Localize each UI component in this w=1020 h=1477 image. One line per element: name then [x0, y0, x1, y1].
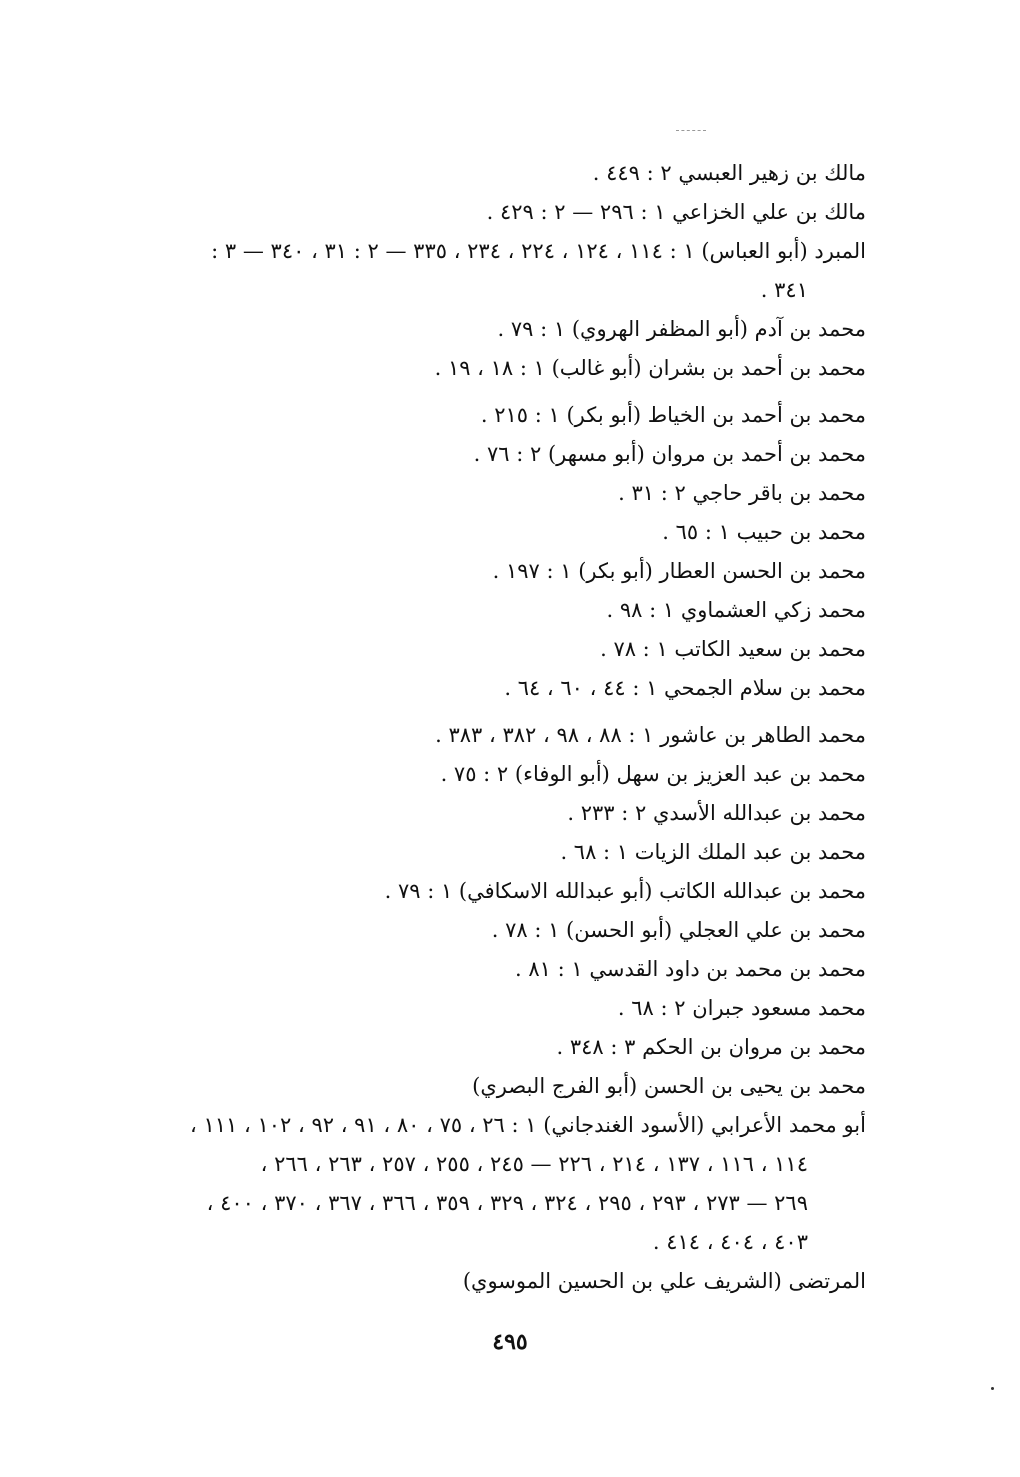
entry-line: محمد بن أحمد بن بشران (أبو غالب) ١ : ١٨ ، ١٩ . — [434, 356, 866, 380]
index-entry — [106, 794, 866, 833]
top-mark — [676, 130, 706, 133]
entry-line: محمد بن عبد العزيز بن سهل (أبو الوفاء) ٢ : ٧٥ . — [440, 762, 866, 786]
index-entry — [106, 474, 866, 513]
index-entry — [106, 716, 866, 755]
entry-line: المرتضى (الشريف علي بن الحسين الموسوي) — [462, 1269, 866, 1293]
entry-line: محمد بن علي العجلي (أبو الحسن) ١ : ٧٨ . — [491, 918, 866, 942]
index-entry — [106, 833, 866, 872]
index-entry — [106, 755, 866, 794]
index-entry — [106, 349, 866, 388]
entry-line: مالك بن علي الخزاعي ١ : ٢٩٦ — ٢ : ٤٢٩ . — [486, 200, 866, 224]
entry-line: محمد بن محمد بن داود القدسي ١ : ٨١ . — [515, 957, 866, 981]
entry-line: محمد بن يحيى بن الحسن (أبو الفرج البصري) — [472, 1074, 866, 1098]
page-number: ٤٩٥ — [492, 1329, 528, 1355]
entry-line: محمد بن آدم (أبو المظفر الهروي) ١ : ٧٩ . — [497, 317, 866, 341]
entry-line: محمد بن عبدالله الأسدي ٢ : ٢٣٣ . — [567, 801, 866, 825]
index-entry — [106, 193, 866, 232]
index-entry — [106, 872, 866, 911]
entry-line: محمد بن عبدالله الكاتب (أبو عبدالله الاسكافي) ١ : ٧٩ . — [384, 879, 866, 903]
entry-continuation-line: ١١٤ ، ١١٦ ، ١٣٧ ، ٢١٤ ، ٢٢٦ — ٢٤٥ ، ٢٥٥ ، ٢٥٧ ، ٢٦٣ ، ٢٦٦ ، — [260, 1152, 808, 1176]
entry-line: مالك بن زهير العبسي ٢ : ٤٤٩ . — [592, 161, 866, 185]
entry-line: محمد بن حبيب ١ : ٦٥ . — [662, 520, 866, 544]
entry-line: محمد بن أحمد بن مروان (أبو مسهر) ٢ : ٧٦ . — [473, 442, 866, 466]
entry-line: محمد بن باقر حاجي ٢ : ٣١ . — [618, 481, 866, 505]
index-entry — [106, 513, 866, 552]
index-entry — [106, 669, 866, 708]
entry-line: محمد بن سلام الجمحي ١ : ٤٤ ، ٦٠ ، ٦٤ . — [504, 676, 866, 700]
entry-line: محمد بن أحمد بن الخياط (أبو بكر) ١ : ٢١٥ . — [480, 403, 866, 427]
entry-line: المبرد (أبو العباس) ١ : ١١٤ ، ١٢٤ ، ٢٢٤ ، ٢٣٤ ، ٣٣٥ — ٢ : ٣١ ، ٣٤٠ — ٣ : — [211, 239, 866, 263]
entry-continuation-line: ٤٠٣ ، ٤٠٤ ، ٤١٤ . — [652, 1230, 808, 1254]
index-entries — [106, 154, 866, 1301]
index-entry — [106, 552, 866, 591]
index-entry — [106, 396, 866, 435]
entry-continuation-line: ٢٦٩ — ٢٧٣ ، ٢٩٣ ، ٢٩٥ ، ٣٢٤ ، ٣٢٩ ، ٣٥٩ ، ٣٦٦ ، ٣٦٧ ، ٣٧٠ ، ٤٠٠ ، — [206, 1191, 808, 1215]
index-entry — [106, 1028, 866, 1067]
entry-line: محمد زكي العشماوي ١ : ٩٨ . — [606, 598, 866, 622]
index-entry — [106, 989, 866, 1028]
index-entry — [106, 950, 866, 989]
index-entry — [106, 1106, 866, 1262]
index-entry — [106, 1067, 866, 1106]
entry-line: محمد الطاهر بن عاشور ١ : ٨٨ ، ٩٨ ، ٣٨٢ ، ٣٨٣ . — [435, 723, 866, 747]
entry-line: محمد بن الحسن العطار (أبو بكر) ١ : ١٩٧ . — [492, 559, 866, 583]
entry-line: محمد مسعود جبران ٢ : ٦٨ . — [617, 996, 866, 1020]
index-entry — [106, 630, 866, 669]
index-entry — [106, 435, 866, 474]
entry-line: محمد بن سعيد الكاتب ١ : ٧٨ . — [600, 637, 866, 661]
entry-line: محمد بن عبد الملك الزيات ١ : ٦٨ . — [560, 840, 866, 864]
index-entry — [106, 1262, 866, 1301]
entry-continuation-line: ٣٤١ . — [760, 278, 808, 302]
index-entry — [106, 232, 866, 310]
index-entry — [106, 154, 866, 193]
index-entry — [106, 911, 866, 950]
entry-line: محمد بن مروان بن الحكم ٣ : ٣٤٨ . — [556, 1035, 866, 1059]
index-entry — [106, 310, 866, 349]
entry-line: أبو محمد الأعرابي (الأسود الغندجاني) ١ : ٢٦ ، ٧٥ ، ٨٠ ، ٩١ ، ٩٢ ، ١٠٢ ، ١١١ ، — [190, 1113, 866, 1137]
index-entry — [106, 591, 866, 630]
scan-speck — [991, 1387, 994, 1390]
